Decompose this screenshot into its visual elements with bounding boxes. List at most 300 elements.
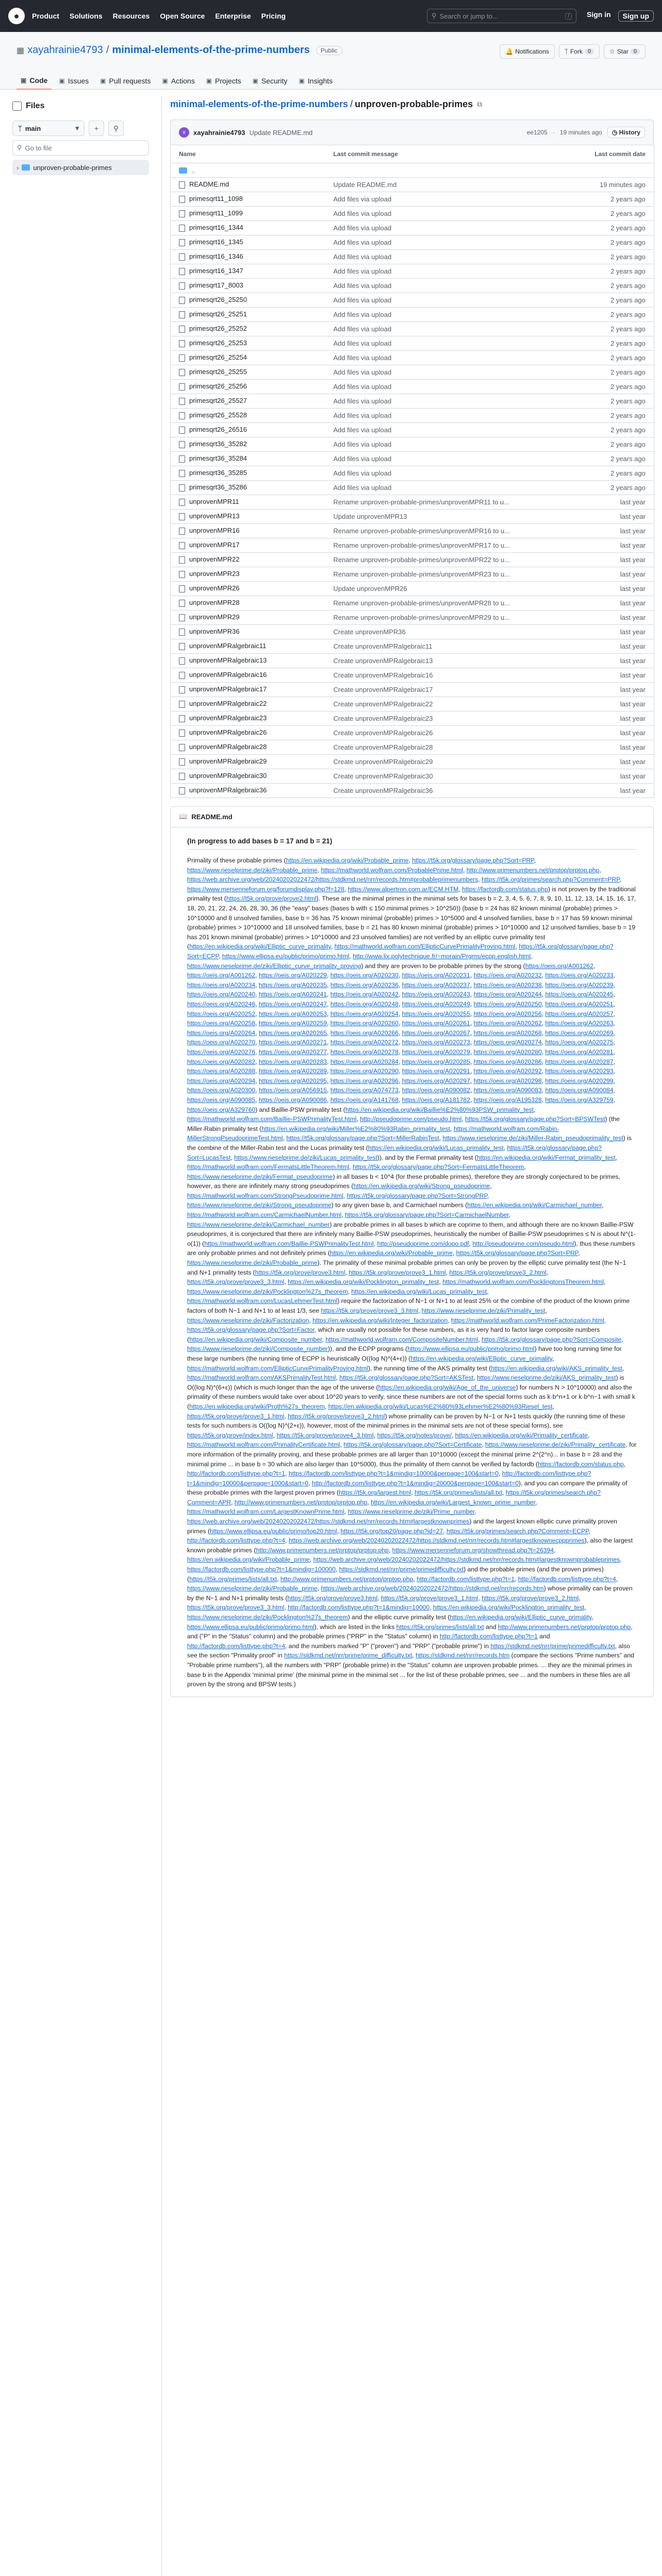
readme-link[interactable]: https://oeis.org/A020237 [402, 981, 470, 989]
readme-link[interactable]: http://factordb.com/listtype.php?t=4 [187, 1642, 286, 1650]
readme-link[interactable]: https://www.rieselprime.de/ziki/Strong_pseudoprime [187, 1201, 332, 1209]
readme-link[interactable]: https://t5k.org/prove/index.html [187, 1431, 273, 1439]
readme-link[interactable]: https://oeis.org/A181782 [402, 1096, 470, 1104]
readme-link[interactable]: https://oeis.org/A020239 [545, 981, 614, 989]
readme-link[interactable]: https://t5k.org/primes/lists/all.txt [396, 1623, 484, 1631]
readme-link[interactable]: https://mathworld.wolfram.com/AKSPrimalityTest.html [187, 1374, 336, 1382]
commit-message-link[interactable]: Add files via upload [325, 307, 561, 321]
readme-link[interactable]: http://www.lix.polytechnique.fr/~morain/Prgms/ecpp.english.html [353, 953, 531, 960]
readme-link[interactable]: https://oeis.org/A020231 [402, 972, 470, 979]
readme-link[interactable]: https://oeis.org/A020290 [330, 1067, 399, 1075]
file-name-link[interactable]: primesqrt36_35285 [189, 469, 247, 477]
readme-link[interactable]: https://oeis.org/A020242 [330, 991, 399, 998]
file-name-link[interactable]: primesqrt26_25256 [189, 382, 247, 391]
readme-link[interactable]: https://t5k.org/prove/prove3_2.html [288, 1412, 385, 1420]
readme-link[interactable]: https://oeis.org/A090084 [545, 1087, 614, 1094]
readme-link[interactable]: http://factordb.com/listtype.php?t=1 [439, 1633, 538, 1640]
readme-link[interactable]: https://factordb.com/status.php [538, 1460, 624, 1468]
file-name-link[interactable]: unprovenMPR23 [189, 570, 240, 578]
readme-link[interactable]: https://www.rieselprime.de/ziki/Primality_certificate [485, 1441, 626, 1449]
file-name-link[interactable]: primesqrt16_1345 [189, 238, 243, 246]
readme-link[interactable]: https://t5k.org/primes/lists/all.txt [415, 1489, 503, 1497]
file-name-link[interactable]: unprovenMPRalgebraic29 [189, 757, 267, 766]
commit-message-link[interactable]: Add files via upload [325, 336, 561, 350]
file-name-link[interactable]: unprovenMPRalgebraic28 [189, 743, 267, 751]
readme-link[interactable]: https://en.wikipedia.org/wiki/Carmichael_number [467, 1201, 602, 1209]
add-file-button[interactable]: + [89, 121, 104, 136]
readme-link[interactable]: https://web.archive.org/web/20240202022472/https://stdkmd.net/nrr/records.htm#largestknownprobableprimes [313, 1556, 620, 1564]
readme-link[interactable]: https://stdkmd.net/nrr/prime/primedifficulty.txt [490, 1642, 615, 1650]
readme-link[interactable]: http://factordb.com/listtype.php?t=1&mindig=20000&perpage=100&start=0 [311, 1479, 519, 1487]
commit-hash[interactable]: ee1205 [526, 129, 548, 136]
file-name-link[interactable]: primesqrt26_25250 [189, 296, 247, 304]
file-name-link[interactable]: unprovenMPR11 [189, 498, 239, 506]
sign-up-button[interactable]: Sign up [618, 10, 654, 22]
file-name-link[interactable]: primesqrt36_35284 [189, 454, 247, 463]
tab-insights[interactable]: ▣ Insights [299, 77, 333, 85]
copy-path-icon[interactable]: ⧉ [477, 99, 483, 108]
readme-link[interactable]: https://stdkmd.net/nrr/prime/primedifficulty.txt [339, 1566, 464, 1573]
readme-link[interactable]: https://en.wikipedia.org/wiki/Lucas_primality_test [368, 1144, 504, 1151]
github-logo-icon[interactable]: ● [8, 8, 25, 24]
readme-link[interactable]: https://t5k.org/prove/prove3.html [255, 1268, 345, 1276]
readme-link[interactable]: https://oeis.org/A020288 [187, 1067, 256, 1075]
commit-message-link[interactable]: Create unprovenMPRalgebraic36 [325, 783, 561, 798]
readme-link[interactable]: https://oeis.org/A020235 [258, 981, 327, 989]
file-name-link[interactable]: primesqrt16_1346 [189, 252, 243, 261]
go-to-file-input[interactable]: ⚲ Go to file [12, 140, 149, 156]
readme-link[interactable]: https://www.rieselprime.de/ziki/Factorization [187, 1316, 309, 1324]
file-name-link[interactable]: unprovenMPRalgebraic22 [189, 700, 267, 708]
file-name-link[interactable]: primesqrt17_8003 [189, 281, 243, 290]
readme-link[interactable]: https://oeis.org/A020272 [330, 1039, 399, 1046]
readme-link[interactable]: https://oeis.org/A020268 [473, 1029, 542, 1037]
readme-link[interactable]: https://oeis.org/A020279 [402, 1048, 470, 1056]
readme-link[interactable]: https://oeis.org/A020284 [330, 1058, 399, 1065]
readme-link[interactable]: https://www.ellipsa.eu/public/primo/primo.html [187, 1623, 315, 1631]
readme-link[interactable]: https://t5k.org/prove/prove3_1.html [187, 1412, 285, 1420]
readme-link[interactable]: https://t5k.org/glossary/page.php?Sort=Certificate [343, 1441, 482, 1449]
commit-message-link[interactable]: Add files via upload [325, 192, 561, 206]
commit-message-link[interactable]: Rename unproven-probable-primes/unprovenMPR22 to u... [325, 552, 561, 567]
commit-message-link[interactable]: Add files via upload [325, 206, 561, 221]
readme-link[interactable]: https://www.mersenneforum.org/showthread.php?t=26394 [392, 1546, 554, 1554]
file-name-link[interactable]: unprovenMPR36 [189, 628, 240, 636]
readme-link[interactable]: http://factordb.com/listtype.php?t=1&mindig=10000&perpage=1000&start=0 [187, 1470, 591, 1487]
readme-link[interactable]: https://oeis.org/A020233 [545, 972, 614, 979]
readme-link[interactable]: http://factordb.com/listtype.php?t=4 [187, 1537, 286, 1545]
readme-link[interactable]: https://oeis.org/A020274 [473, 1039, 542, 1046]
readme-link[interactable]: http://pseudoprime.com/pseudo.html [472, 1240, 574, 1247]
commit-message-link[interactable]: Add files via upload [325, 408, 561, 422]
readme-link[interactable]: https://t5k.org/glossary/page.php?Sort=Composite [482, 1335, 622, 1343]
readme-link[interactable]: https://oeis.org/A020250 [473, 1001, 542, 1008]
readme-link[interactable]: https://oeis.org/A020240 [187, 991, 256, 998]
readme-link[interactable]: https://oeis.org/A020234 [187, 981, 256, 989]
parent-directory-row[interactable]: .. [171, 163, 654, 177]
readme-link[interactable]: https://oeis.org/A001262 [525, 962, 593, 970]
readme-link[interactable]: https://en.wikipedia.org/wiki/Age_of_the_universe [378, 1383, 516, 1391]
commit-message-link[interactable]: Rename unproven-probable-primes/unprovenMPR28 to u... [325, 596, 561, 610]
tab-security[interactable]: ▣ Security [252, 77, 288, 85]
repo-owner-link[interactable]: xayahrainie4793 [27, 44, 103, 56]
top-nav-item[interactable]: Open Source [160, 12, 205, 20]
readme-link[interactable]: https://en.wikipedia.org/wiki/Elliptic_curve_primality [189, 943, 331, 951]
readme-link[interactable]: https://www.rieselprime.de/ziki/Pocklington%27s_theorem [187, 1614, 348, 1621]
file-name-link[interactable]: primesqrt36_35282 [189, 440, 247, 448]
commit-message-link[interactable]: Add files via upload [325, 278, 561, 293]
readme-link[interactable]: https://oeis.org/A020296 [330, 1077, 399, 1084]
readme-link[interactable]: https://mathworld.wolfram.com/LucasLehmerTest.html [187, 1297, 338, 1305]
readme-link[interactable]: https://oeis.org/A020230 [330, 972, 399, 979]
readme-link[interactable]: https://t5k.org/primes/search.php?Comment=ECPP [446, 1527, 589, 1535]
readme-link[interactable]: https://mathworld.wolfram.com/FermatsLittleTheorem.html [187, 1163, 350, 1171]
readme-link[interactable]: https://oeis.org/A090085 [187, 1096, 256, 1104]
commit-message-link[interactable]: Create unprovenMPRalgebraic11 [325, 639, 561, 653]
readme-link[interactable]: https://oeis.org/A020292 [473, 1067, 542, 1075]
readme-link[interactable]: https://oeis.org/A001262 [187, 972, 256, 979]
readme-link[interactable]: https://oeis.org/A020278 [330, 1048, 399, 1056]
readme-link[interactable]: http://www.primenumbers.net/prptop/prptop.php [466, 866, 600, 874]
file-name-link[interactable]: primesqrt26_26516 [189, 426, 247, 434]
readme-link[interactable]: https://www.rieselprime.de/ziki/Probable_prime [187, 1585, 318, 1592]
readme-link[interactable]: https://t5k.org/prove/prove3_1.html [349, 1268, 446, 1276]
tab-issues[interactable]: ▣ Issues [59, 77, 89, 85]
readme-link[interactable]: https://web.archive.org/web/20240202022472/https://stdkmd.net/nrr/records.htm#largestknownprimes [187, 1518, 470, 1526]
readme-link[interactable]: https://oeis.org/A020241 [258, 991, 327, 998]
readme-link[interactable]: https://en.wikipedia.org/wiki/Integer_factorization [312, 1316, 448, 1324]
readme-link[interactable]: http://www.primenumbers.net/prptop/prptop.php [256, 1546, 389, 1554]
readme-link[interactable]: https://oeis.org/A020261 [402, 1020, 470, 1027]
readme-link[interactable]: https://oeis.org/A020264 [187, 1029, 256, 1037]
readme-link[interactable]: https://t5k.org/glossary/page.php?Sort=FermatsLittleTheorem [353, 1163, 524, 1171]
file-name-link[interactable]: primesqrt16_1347 [189, 267, 243, 275]
readme-link[interactable]: https://t5k.org/prove/prove3_2.html [482, 1594, 579, 1602]
file-name-link[interactable]: unprovenMPRalgebraic23 [189, 714, 267, 722]
commit-message-link[interactable]: Add files via upload [325, 365, 561, 379]
file-name-link[interactable]: primesqrt26_25252 [189, 325, 247, 333]
fork-button[interactable]: ᛉ Fork 0 [559, 44, 600, 59]
readme-link[interactable]: https://www.rieselprime.de/ziki/Primality_test [421, 1307, 545, 1314]
readme-link[interactable]: https://oeis.org/A020282 [187, 1058, 256, 1065]
readme-link[interactable]: https://oeis.org/A020289 [258, 1067, 327, 1075]
file-name-link[interactable]: unprovenMPR16 [189, 527, 240, 535]
file-name-link[interactable]: primesqrt11_1099 [189, 209, 243, 217]
readme-link[interactable]: https://mathworld.wolfram.com/PrimeFactorization.html [451, 1316, 604, 1324]
readme-link[interactable]: https://en.wikipedia.org/wiki/Fermat_primality_test [476, 1154, 616, 1161]
readme-link[interactable]: https://t5k.org/prove/prove3_3.html [321, 1307, 418, 1314]
commit-message-link[interactable]: Create unprovenMPRalgebraic26 [325, 725, 561, 740]
readme-link[interactable]: https://oeis.org/A020251 [545, 1001, 614, 1008]
file-name-link[interactable]: primesqrt36_35286 [189, 483, 247, 492]
commit-message-link[interactable]: Add files via upload [325, 466, 561, 480]
readme-link[interactable]: https://t5k.org/top20/page.php?id=27 [340, 1527, 443, 1535]
readme-link[interactable]: https://oeis.org/A020299 [545, 1077, 614, 1084]
readme-link[interactable]: https://mathworld.wolfram.com/CarmichaelNumber.html [187, 1211, 342, 1219]
commit-message-link[interactable]: Create unprovenMPR36 [325, 624, 561, 639]
file-name-link[interactable]: primesqrt26_25254 [189, 353, 247, 362]
readme-link[interactable]: https://www.rieselprime.de/ziki/Carmichael_number [187, 1221, 330, 1228]
readme-link[interactable]: https://t5k.org/glossary/page.php?Sort=ECPP [187, 943, 614, 960]
commit-message-link[interactable]: Create unprovenMPRalgebraic29 [325, 754, 561, 769]
readme-link[interactable]: https://en.wikipedia.org/wiki/Probable_prime [187, 1556, 310, 1564]
commit-author[interactable]: xayahrainie4793 [193, 128, 245, 137]
file-name-link[interactable]: README.md [189, 180, 229, 189]
top-nav-item[interactable]: Solutions [69, 12, 103, 20]
readme-link[interactable]: https://factordb.com/listtype.php?t=1&mindig=10000&perpage=100&start=0 [288, 1470, 499, 1478]
readme-link[interactable]: https://t5k.org/prove/prove3.html [287, 1594, 378, 1602]
readme-link[interactable]: https://mathworld.wolfram.com/EllipticCurvePrimalityProving.html [334, 943, 516, 951]
readme-link[interactable]: https://t5k.org/prove/prove4_3.html [276, 1431, 374, 1439]
readme-link[interactable]: https://en.wikipedia.org/wiki/Largest_known_prime_number [371, 1498, 536, 1506]
readme-link[interactable]: https://t5k.org/prove/prove3_1.html [380, 1594, 478, 1602]
file-name-link[interactable]: unprovenMPR29 [189, 613, 240, 621]
commit-message-link[interactable]: Update README.md [325, 177, 561, 192]
readme-link[interactable]: https://oeis.org/A020232 [473, 972, 542, 979]
commit-message-link[interactable]: Rename unproven-probable-primes/unprovenMPR17 to u... [325, 538, 561, 552]
readme-link[interactable]: https://oeis.org/A020262 [473, 1020, 542, 1027]
commit-message-link[interactable]: Create unprovenMPRalgebraic16 [325, 668, 561, 682]
readme-link[interactable]: http://factordb.com/listtype.php?t=4 [518, 1575, 616, 1583]
file-name-link[interactable]: unprovenMPR13 [189, 512, 240, 520]
file-name-link[interactable]: primesqrt26_25255 [189, 368, 247, 376]
readme-link[interactable]: https://t5k.org/glossary/page.php?Sort=BPSWTest [465, 1115, 605, 1123]
readme-link[interactable]: https://oeis.org/A020277 [258, 1048, 327, 1056]
readme-link[interactable]: https://mathworld.wolfram.com/Baillie-PSWPrimalityTest.html [187, 1115, 357, 1123]
readme-link[interactable]: https://t5k.org/prove/prove2.html [226, 895, 317, 903]
top-nav-item[interactable]: Pricing [261, 12, 286, 20]
commit-message-link[interactable]: Add files via upload [325, 451, 561, 466]
readme-link[interactable]: https://t5k.org/glossary/page.php?Sort=Factor [187, 1326, 315, 1334]
commit-message-link[interactable]: Rename unproven-probable-primes/unprovenMPR29 to u... [325, 610, 561, 624]
readme-link[interactable]: https://oeis.org/A020260 [330, 1020, 399, 1027]
readme-link[interactable]: https://t5k.org/glossary/page.php?Sort=PRP [456, 1249, 578, 1257]
readme-link[interactable]: https://mathworld.wolfram.com/ProbablePrime.html [321, 866, 464, 874]
search-button[interactable]: ⚲ [108, 121, 124, 136]
readme-link[interactable]: https://en.wikipedia.org/wiki/AKS_primality_test [491, 1364, 622, 1372]
readme-link[interactable]: https://oeis.org/A020300 [187, 1087, 256, 1094]
commit-message-link[interactable]: Add files via upload [325, 249, 561, 264]
top-nav-item[interactable]: Enterprise [215, 12, 251, 20]
readme-link[interactable]: https://en.wikipedia.org/wiki/Pocklington_primality_test [288, 1278, 439, 1286]
global-search-input[interactable]: ⚲ Search or jump to... / [427, 9, 576, 23]
readme-link[interactable]: https://t5k.org/glossary/page.php?Sort=LucasTest [187, 1144, 602, 1161]
readme-link[interactable]: https://oeis.org/A020248 [330, 1001, 399, 1008]
file-name-link[interactable]: primesqrt26_25528 [189, 411, 247, 419]
file-name-link[interactable]: unprovenMPRalgebraic16 [189, 671, 267, 679]
file-name-link[interactable]: unprovenMPRalgebraic17 [189, 685, 267, 693]
repo-name-link[interactable]: minimal-elements-of-the-prime-numbers [112, 44, 310, 56]
readme-link[interactable]: https://oeis.org/A090086 [258, 1096, 327, 1104]
commit-message-link[interactable]: Create unprovenMPRalgebraic28 [325, 740, 561, 754]
readme-link[interactable]: https://www.mersenneforum.org/forumdisplay.php?f=128 [187, 885, 344, 893]
readme-link[interactable]: https://oeis.org/A020286 [473, 1058, 542, 1065]
commit-message-link[interactable]: Create unprovenMPRalgebraic22 [325, 697, 561, 711]
star-button[interactable]: ☆ Star 0 [604, 44, 646, 59]
readme-link[interactable]: https://oeis.org/A090082 [402, 1087, 470, 1094]
commit-message-link[interactable]: Add files via upload [325, 293, 561, 307]
readme-link[interactable]: https://en.wikipedia.org/wiki/Baillie%E2%80%93PSW_primality_test [345, 1106, 534, 1113]
readme-link[interactable]: https://oeis.org/A020270 [187, 1039, 256, 1046]
commit-message-link[interactable]: Create unprovenMPRalgebraic23 [325, 711, 561, 725]
branch-selector[interactable]: ᛉ main ▾ [12, 121, 85, 136]
readme-link[interactable]: https://oeis.org/A020269 [545, 1029, 614, 1037]
readme-link[interactable]: https://web.archive.org/web/20240202022472/https://stdkmd.net/nrr/records.htm [321, 1585, 544, 1592]
file-name-link[interactable]: primesqrt16_1344 [189, 224, 243, 232]
readme-link[interactable]: https://en.wikipedia.org/wiki/Probable_prime [286, 857, 409, 865]
commit-message-link[interactable]: Add files via upload [325, 394, 561, 408]
commit-message-link[interactable]: Rename unproven-probable-primes/unprovenMPR11 to u... [325, 495, 561, 509]
readme-link[interactable]: https://oeis.org/A020252 [187, 1010, 256, 1018]
readme-link[interactable]: https://en.wikipedia.org/wiki/Pocklington_primality_test [433, 1604, 585, 1612]
readme-link[interactable]: https://oeis.org/A020273 [402, 1039, 470, 1046]
readme-link[interactable]: https://t5k.org/glossary/page.php?Sort=CarmichaelNumber [345, 1211, 509, 1219]
file-name-link[interactable]: unprovenMPRalgebraic30 [189, 772, 267, 780]
readme-link[interactable]: https://oeis.org/A020244 [473, 991, 542, 998]
sidebar-toggle-icon[interactable] [12, 101, 22, 111]
readme-link[interactable]: https://oeis.org/A020267 [402, 1029, 470, 1037]
readme-link[interactable]: https://en.wikipedia.org/wiki/Elliptic_curve_primality [410, 1354, 553, 1362]
readme-link[interactable]: http://pseudoprime.com/pseudo.html [360, 1115, 462, 1123]
file-name-link[interactable]: unprovenMPRalgebraic26 [189, 728, 267, 737]
readme-link[interactable]: https://mathworld.wolfram.com/StrongPseudoprime.html [187, 1192, 343, 1199]
readme-link[interactable]: https://www.rieselprime.de/ziki/Probable_prime [187, 866, 318, 874]
commit-message-link[interactable]: Rename unproven-probable-primes/unprovenMPR16 to u... [325, 523, 561, 538]
readme-link[interactable]: https://oeis.org/A020287 [545, 1058, 614, 1065]
commit-message-link[interactable]: Add files via upload [325, 221, 561, 235]
readme-link[interactable]: https://mathworld.wolfram.com/PocklingtonsTheorem.html [442, 1278, 604, 1286]
readme-link[interactable]: https://www.rieselprime.de/ziki/Pocklington%27s_theorem [187, 1287, 348, 1295]
readme-link[interactable]: https://oeis.org/A020285 [402, 1058, 470, 1065]
readme-link[interactable]: http://www.primenumbers.net/prptop/prptop.php [498, 1623, 631, 1631]
readme-link[interactable]: http://factordb.com/listtype.php?t=1 [417, 1575, 515, 1583]
commit-message-link[interactable]: Add files via upload [325, 350, 561, 365]
readme-link[interactable]: https://t5k.org/primes/search.php?Comment=APR [187, 1489, 601, 1506]
tab-code[interactable]: ▣ Code [16, 72, 52, 90]
readme-link[interactable]: https://oeis.org/A141768 [330, 1096, 399, 1104]
readme-link[interactable]: https://oeis.org/A195328 [473, 1096, 542, 1104]
file-name-link[interactable]: unprovenMPRalgebraic11 [189, 642, 267, 650]
readme-link[interactable]: https://t5k.org/glossary/page.php?Sort=PRP [412, 857, 534, 865]
readme-link[interactable]: https://t5k.org/prove/prove3_3.html [187, 1604, 285, 1612]
readme-link[interactable]: https://en.wikipedia.org/wiki/Miller%E2%80%93Rabin_primality_test [261, 1125, 451, 1132]
top-nav-item[interactable]: Resources [112, 12, 150, 20]
readme-link[interactable]: https://www.rieselprime.de/ziki/Elliptic_curve_primality_proving [187, 962, 361, 970]
file-name-link[interactable]: unprovenMPR22 [189, 555, 240, 564]
readme-link[interactable]: https://oeis.org/A020236 [330, 981, 399, 989]
readme-link[interactable]: https://oeis.org/A020255 [402, 1010, 470, 1018]
readme-link[interactable]: https://en.wikipedia.org/wiki/Proth%27s_theorem [189, 1402, 325, 1410]
file-tree-item[interactable]: › unproven-probable-primes [12, 160, 149, 175]
readme-link[interactable]: https://oeis.org/A020238 [473, 981, 542, 989]
readme-link[interactable]: https://www.ellipsa.eu/public/primo/primo.html [407, 1345, 535, 1353]
readme-link[interactable]: https://oeis.org/A020294 [187, 1077, 256, 1084]
commit-message-link[interactable]: Update unprovenMPR26 [325, 581, 561, 596]
readme-link[interactable]: https://t5k.org/primes/search.php?Comment=PRP [482, 876, 620, 884]
readme-link[interactable]: https://factordb.com/listtype.php?t=1&mindig=100000 [187, 1566, 336, 1573]
file-name-link[interactable]: primesqrt11_1098 [189, 195, 243, 203]
readme-link[interactable]: https://oeis.org/A020258 [187, 1020, 256, 1027]
file-name-link[interactable]: primesqrt26_25253 [189, 339, 247, 347]
readme-link[interactable]: https://en.wikipedia.org/wiki/Probable_prime [330, 1249, 453, 1257]
commit-message-link[interactable]: Add files via upload [325, 235, 561, 249]
readme-link[interactable]: http://pseudoprime.com/dopo.pdf [377, 1240, 469, 1247]
commit-message-link[interactable]: Update unprovenMPR13 [325, 509, 561, 523]
readme-link[interactable]: https://en.wikipedia.org/wiki/Strong_pseudoprime [353, 1182, 490, 1190]
readme-link[interactable]: https://oeis.org/A020276 [187, 1048, 256, 1056]
commit-message-link[interactable]: Rename unproven-probable-primes/unprovenMPR23 to u... [325, 567, 561, 581]
tab-projects[interactable]: ▣ Projects [206, 77, 241, 85]
readme-link[interactable]: https://oeis.org/A020265 [258, 1029, 327, 1037]
readme-link[interactable]: https://mathworld.wolfram.com/PrimalityCertificate.html [187, 1441, 340, 1449]
avatar[interactable]: x [179, 127, 189, 138]
readme-link[interactable]: https://stdkmd.net/nrr/records.htm [416, 1652, 510, 1659]
file-name-link[interactable]: unprovenMPRalgebraic36 [189, 786, 267, 794]
commit-message-link[interactable]: Add files via upload [325, 437, 561, 451]
readme-link[interactable]: https://oeis.org/A090083 [473, 1087, 542, 1094]
commit-message-link[interactable]: Add files via upload [325, 422, 561, 437]
commit-message-link[interactable]: Add files via upload [325, 321, 561, 336]
readme-link[interactable]: https://oeis.org/A020283 [258, 1058, 327, 1065]
readme-link[interactable]: https://oeis.org/A020280 [473, 1048, 542, 1056]
readme-link[interactable]: http://www.primenumbers.net/prptop/prptop.php [234, 1498, 368, 1506]
readme-link[interactable]: https://t5k.org/glossary/page.php?Sort=AKSTest [339, 1374, 474, 1382]
readme-link[interactable]: https://oeis.org/A329760 [187, 1106, 256, 1113]
readme-link[interactable]: https://www.rieselprime.de/ziki/Lucas_primality_test [234, 1154, 377, 1161]
readme-link[interactable]: https://t5k.org/prove/prove3_3.html [187, 1278, 285, 1286]
readme-link[interactable]: https://www.ellipsa.eu/public/primo/top20.html [210, 1527, 337, 1535]
readme-link[interactable]: https://www.rieselprime.de/ziki/Prime_number [347, 1508, 475, 1516]
readme-link[interactable]: https://oeis.org/A020254 [330, 1010, 399, 1018]
readme-link[interactable]: https://en.wikipedia.org/wiki/Primality_certificate [455, 1431, 588, 1439]
commit-message-link[interactable]: Create unprovenMPRalgebraic30 [325, 769, 561, 783]
readme-link[interactable]: https://t5k.org/prove/prove3_2.html [449, 1268, 547, 1276]
readme-link[interactable]: https://oeis.org/A056915 [258, 1087, 327, 1094]
commit-message-link[interactable]: Add files via upload [325, 480, 561, 495]
readme-link[interactable]: https://oeis.org/A020229 [258, 972, 327, 979]
readme-link[interactable]: https://oeis.org/A020271 [258, 1039, 327, 1046]
readme-link[interactable]: https://web.archive.org/web/20240202022472/https://stdkmd.net/nrr/records.htm#probableprimenumbers [187, 876, 478, 884]
readme-link[interactable]: https://mathworld.wolfram.com/CompositeNumber.html [325, 1335, 478, 1343]
readme-link[interactable]: https://oeis.org/A020245 [545, 991, 614, 998]
commit-message-link[interactable]: Add files via upload [325, 264, 561, 278]
readme-link[interactable]: https://www.rieselprime.de/ziki/Fermat_pseudoprime [187, 1173, 333, 1180]
readme-link[interactable]: https://en.wikipedia.org/wiki/Lucas_primality_test [351, 1287, 487, 1295]
readme-link[interactable]: https://oeis.org/A020291 [402, 1067, 470, 1075]
tab-pull-requests[interactable]: ▣ Pull requests [100, 77, 151, 85]
readme-link[interactable]: https://en.wikipedia.org/wiki/Lucas%E2%80%93Lehmer%E2%80%93Riesel_test [328, 1402, 553, 1410]
readme-link[interactable]: https://oeis.org/A020259 [258, 1020, 327, 1027]
readme-link[interactable]: https://www.rieselprime.de/ziki/Composite_number [187, 1345, 328, 1353]
breadcrumb-repo-link[interactable]: minimal-elements-of-the-prime-numbers [170, 98, 349, 109]
history-button[interactable]: ◷ History [607, 127, 645, 138]
readme-link[interactable]: http://factordb.com/listtype.php?t=1&mindig=10000 [288, 1604, 430, 1612]
readme-link[interactable]: https://oeis.org/A329759 [545, 1096, 614, 1104]
readme-link[interactable]: https://web.archive.org/web/20240202022472/https://stdkmd.net/nrr/records.htm#largestknownecppprimes [288, 1537, 585, 1545]
file-name-link[interactable]: unprovenMPR28 [189, 599, 240, 607]
file-name-link[interactable]: unprovenMPR17 [189, 541, 240, 549]
readme-link[interactable]: https://en.wikipedia.org/wiki/Composite_number [189, 1335, 322, 1343]
readme-link[interactable]: https://t5k.org/glossary/page.php?Sort=StrongPRP [346, 1192, 488, 1199]
readme-link[interactable]: https://mathworld.wolfram.com/EllipticCurvePrimalityProving.html [187, 1364, 368, 1372]
readme-link[interactable]: https://www.ellipsa.eu/public/primo/primo.html [222, 953, 350, 960]
readme-link[interactable]: https://mathworld.wolfram.com/Baillie-PSWPrimalityTest.html [204, 1240, 374, 1247]
readme-link[interactable]: https://www.alpertron.com.ar/ECM.HTM [347, 885, 459, 893]
readme-link[interactable]: https://oeis.org/A020266 [330, 1029, 399, 1037]
readme-link[interactable]: http://factordb.com/listtype.php?t=1 [187, 1470, 286, 1478]
readme-link[interactable]: https://oeis.org/A020275 [545, 1039, 614, 1046]
readme-link[interactable]: https://oeis.org/A020246 [187, 1001, 256, 1008]
